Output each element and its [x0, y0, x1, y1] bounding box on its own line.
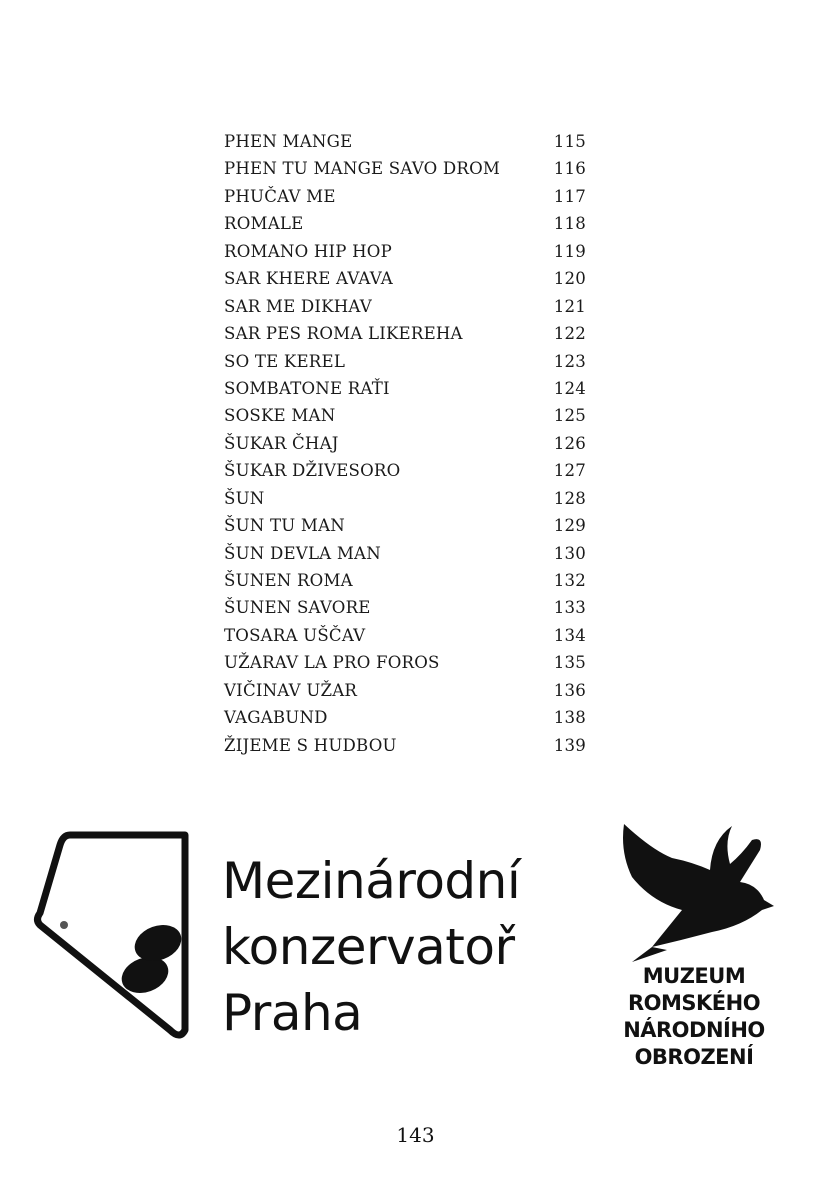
toc-entry — [224, 155, 586, 182]
toc-entry-page: 122 — [553, 324, 586, 344]
toc-entry-title: ŠUN TU MAN — [224, 516, 345, 536]
toc-entry-title: SAR ME DIKHAV — [224, 296, 372, 316]
toc-entry — [224, 567, 586, 594]
museum-line-4: OBROZENÍ — [634, 1045, 754, 1069]
toc-entry — [224, 649, 586, 676]
conservatory-line-3: Praha — [222, 984, 363, 1042]
toc-entry-page: 118 — [553, 214, 586, 234]
toc-entry-title: ŠUNEN SAVORE — [224, 598, 371, 618]
toc-entry-page: 121 — [553, 296, 586, 316]
museum-line-3: NÁRODNÍHO — [623, 1018, 765, 1042]
museum-line-2: ROMSKÉHO — [627, 991, 761, 1015]
bird-icon — [612, 822, 777, 962]
table-of-contents — [224, 128, 586, 759]
toc-entry — [224, 210, 586, 237]
toc-entry-page: 116 — [553, 159, 586, 179]
toc-entry-page: 124 — [553, 378, 586, 398]
toc-entry-page: 136 — [553, 680, 586, 700]
toc-entry — [224, 677, 586, 704]
toc-entry — [224, 512, 586, 539]
toc-entry — [224, 348, 586, 375]
toc-entry-title: VIČINAV UŽAR — [224, 680, 358, 700]
toc-entry-page: 123 — [553, 351, 586, 371]
toc-entry-page: 132 — [553, 571, 586, 590]
toc-entry — [224, 704, 586, 731]
music-note-page-icon — [30, 825, 200, 1045]
page-number: 143 — [396, 1123, 435, 1147]
toc-entry — [224, 457, 586, 484]
toc-entry — [224, 622, 586, 649]
toc-entry-title: ŠUN DEVLA MAN — [224, 543, 381, 563]
toc-entry-title: UŽARAV LA PRO FOROS — [224, 653, 440, 673]
conservatory-name — [222, 848, 520, 1046]
toc-entry-page: 117 — [553, 186, 586, 206]
toc-entry-title: ROMALE — [224, 214, 304, 234]
conservatory-line-1: Mezinárodní — [222, 852, 521, 910]
toc-entry — [224, 430, 586, 457]
toc-entry-page: 127 — [553, 461, 586, 481]
toc-entry-title: ŠUNEN ROMA — [224, 571, 353, 590]
toc-entry — [224, 594, 586, 621]
toc-entry-page: 119 — [553, 241, 586, 261]
museum-name — [600, 963, 788, 1071]
toc-entry-title: ŽIJEME S HUDBOU — [224, 735, 397, 755]
toc-entry — [224, 732, 586, 759]
toc-entry-page: 120 — [553, 269, 586, 289]
toc-entry — [224, 128, 586, 155]
conservatory-line-2: konzervatoř — [222, 918, 515, 976]
toc-entry-title: VAGABUND — [224, 708, 328, 728]
toc-entry — [224, 402, 586, 429]
toc-entry-page: 130 — [553, 543, 586, 563]
toc-entry — [224, 320, 586, 347]
toc-entry-title: ŠUKAR ČHAJ — [224, 433, 339, 453]
toc-entry-page: 134 — [553, 625, 586, 645]
toc-entry-page: 128 — [553, 488, 586, 508]
toc-entry-page: 139 — [553, 735, 586, 755]
toc-entry-page: 133 — [553, 598, 586, 618]
toc-entry-page: 126 — [553, 433, 586, 453]
toc-entry-page: 129 — [553, 516, 586, 536]
toc-entry-title: SAR PES ROMA LIKEREHA — [224, 324, 463, 344]
toc-entry-title: PHEN MANGE — [224, 132, 353, 151]
toc-entry-title: ROMANO HIP HOP — [224, 241, 392, 261]
toc-entry-title: PHEN TU MANGE SAVO DROM — [224, 159, 501, 179]
toc-entry-title: SOMBATONE RAŤI — [224, 378, 390, 398]
toc-entry-page: 135 — [553, 653, 586, 673]
toc-entry-title: ŠUKAR DŽIVESORO — [224, 461, 401, 481]
museum-line-1: MUZEUM — [642, 964, 746, 988]
toc-entry-title: SAR KHERE AVAVA — [224, 269, 393, 289]
toc-entry-title: ŠUN — [224, 488, 265, 508]
toc-entry — [224, 293, 586, 320]
toc-entry-page: 115 — [553, 132, 586, 151]
toc-entry — [224, 183, 586, 210]
toc-entry-title: TOSARA UŠČAV — [224, 625, 366, 645]
toc-entry — [224, 540, 586, 567]
toc-entry-title: SO TE KEREL — [224, 351, 346, 371]
toc-entry-title: PHUČAV ME — [224, 186, 336, 206]
toc-entry-page: 138 — [553, 708, 586, 728]
toc-entry-title: SOSKE MAN — [224, 406, 336, 426]
toc-entry — [224, 375, 586, 402]
toc-entry — [224, 238, 586, 265]
toc-entry — [224, 485, 586, 512]
toc-entry-page: 125 — [553, 406, 586, 426]
toc-entry — [224, 265, 586, 292]
